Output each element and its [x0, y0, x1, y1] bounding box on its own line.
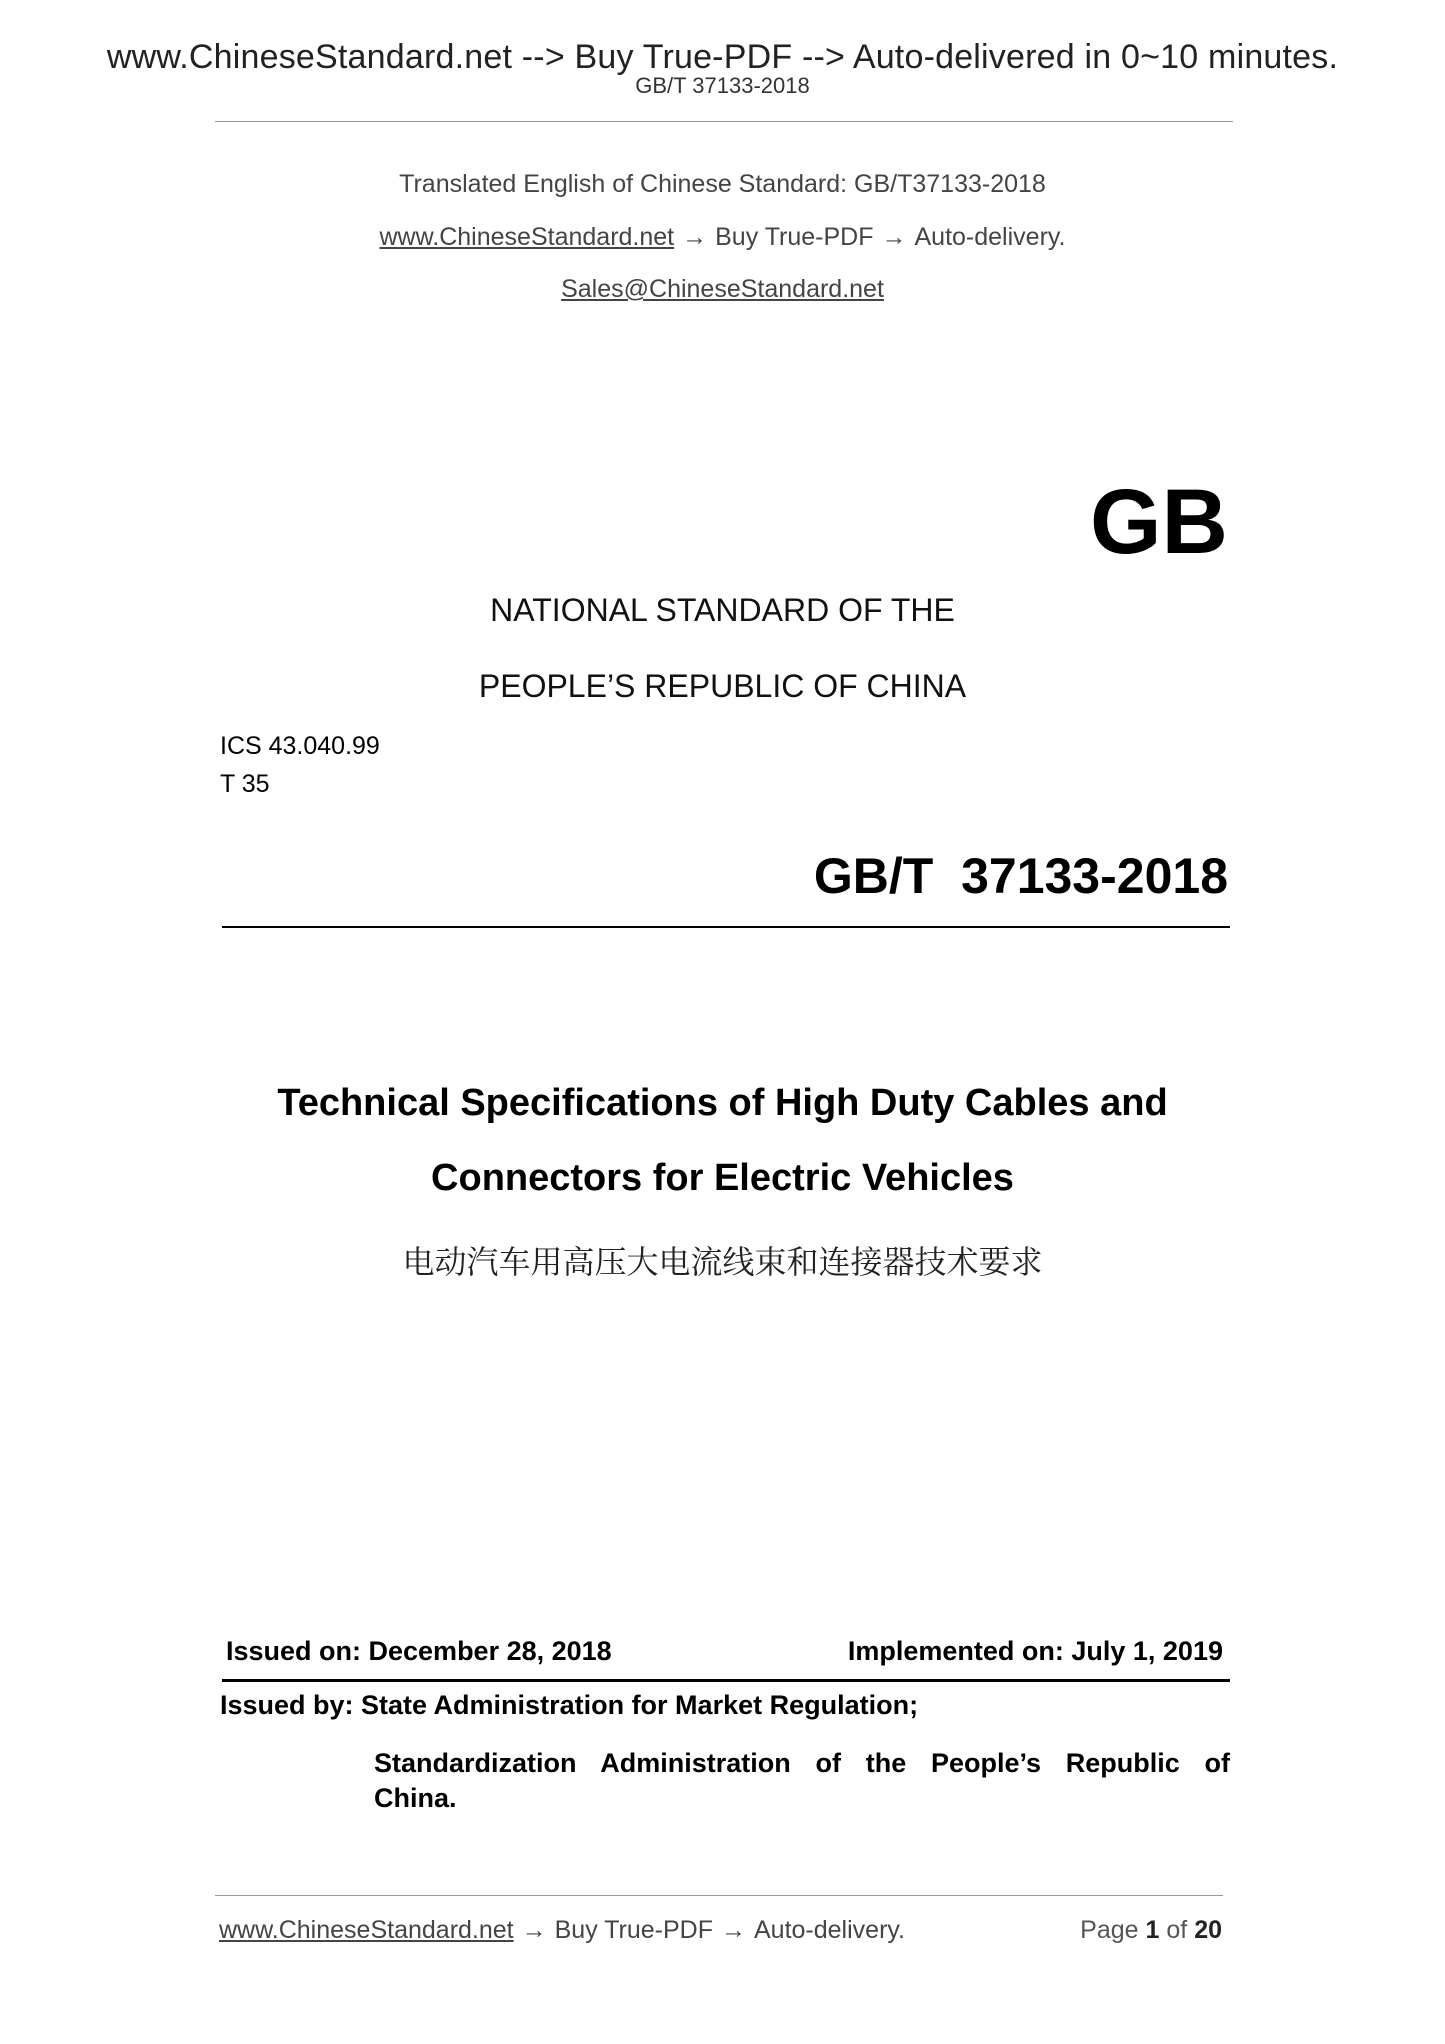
page-indicator [1080, 1916, 1222, 1945]
title-chinese: 电动汽车用高压大电流线束和连接器技术要求 [402, 1244, 1043, 1280]
standard-number: GB/T 37133-2018 [813, 848, 1228, 904]
issued-by: Issued by: State Administration for Market Regulation; [220, 1690, 919, 1720]
footer-divider [215, 1895, 1223, 1896]
sales-email-link[interactable]: Sales@ChineseStandard.net [561, 275, 884, 303]
title-english-line1: Technical Specifications of High Duty Cables and [277, 1082, 1168, 1124]
footer-buy-line [219, 1916, 905, 1945]
implemented-on-date: Implemented on: July 1, 2019 [847, 1636, 1223, 1666]
ics-code: ICS 43.040.99 [220, 732, 380, 760]
site-link[interactable]: www.ChineseStandard.net [379, 223, 675, 251]
buy-line [0, 223, 1445, 252]
page-label: Page [1080, 1916, 1139, 1944]
email-line [0, 275, 1445, 304]
page-number: 1 [1145, 1916, 1160, 1944]
translation-note: Translated English of Chinese Standard: GB/T37133-2018 [399, 170, 1046, 198]
footer-site-link[interactable]: www.ChineseStandard.net [219, 1916, 514, 1944]
issuer-second-line1: Standardization Administration of the People’s Republic of [374, 1748, 1230, 1778]
header-divider [215, 121, 1233, 122]
page-total: 20 [1194, 1916, 1222, 1944]
arrow-right-icon: → [521, 1916, 547, 1944]
arrow-right-icon: → [881, 223, 907, 251]
banner: www.ChineseStandard.net --> Buy True-PDF --> Auto-delivered in 0~10 minutes. [106, 38, 1339, 76]
footer-delivery-text: Auto-delivery. [754, 1916, 905, 1944]
standard-number-rule [222, 926, 1230, 928]
delivery-text: Auto-delivery. [914, 223, 1066, 251]
issue-date-rule [222, 1679, 1230, 1682]
arrow-right-icon: → [682, 223, 708, 251]
footer-buy-text: Buy True-PDF [554, 1916, 713, 1944]
classification-code: T 35 [220, 770, 270, 798]
arrow-right-icon: → [721, 1916, 746, 1944]
national-standard-line2: PEOPLE’S REPUBLIC OF CHINA [478, 668, 967, 704]
gb-mark: GB [1090, 471, 1228, 573]
of-label: of [1166, 1916, 1188, 1944]
issued-on-date: Issued on: December 28, 2018 [226, 1636, 612, 1666]
running-head: GB/T 37133-2018 [635, 73, 810, 98]
title-english-line2: Connectors for Electric Vehicles [431, 1157, 1014, 1199]
national-standard-line1: NATIONAL STANDARD OF THE [490, 592, 955, 628]
issuer-second-line2: China. [374, 1783, 457, 1813]
buy-text: Buy True-PDF [715, 223, 874, 251]
